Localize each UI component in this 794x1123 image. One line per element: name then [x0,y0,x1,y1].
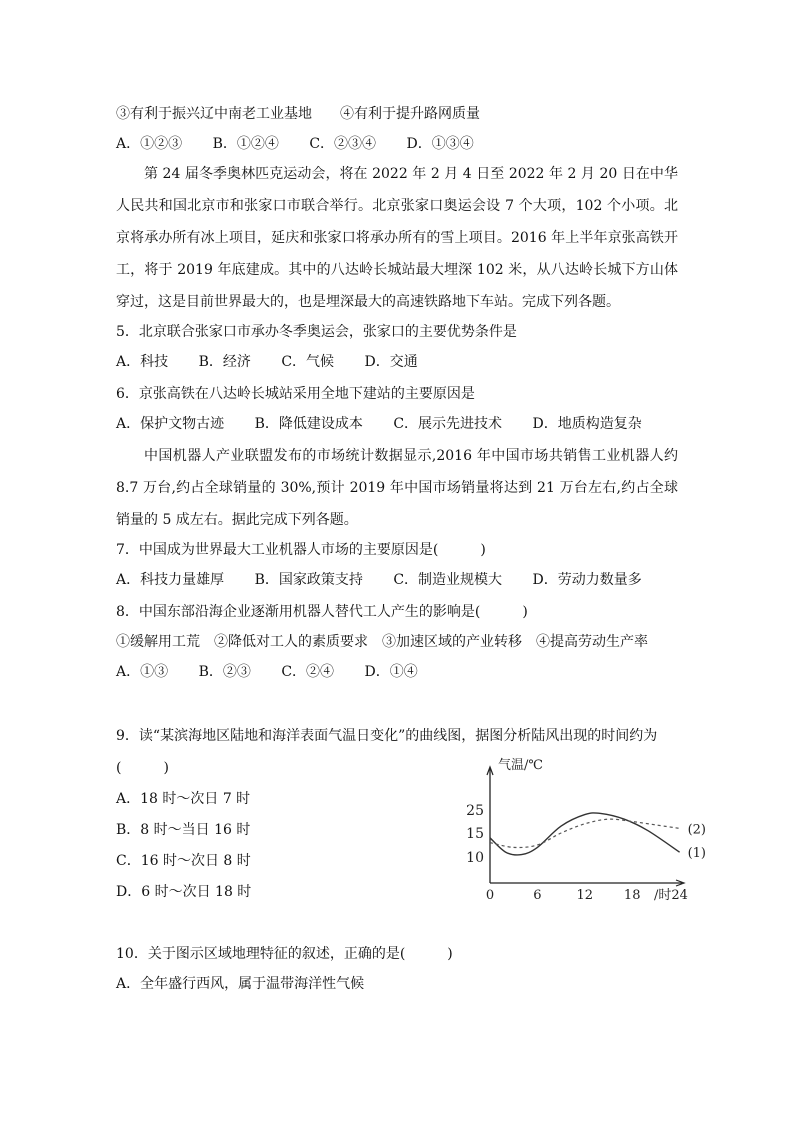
q9-text: 9．读“某滨海地区陆地和海洋表面气温日变化”的曲线图，据图分析陆风出现的时间约为 [116,728,658,744]
series-line-1 [490,813,680,855]
q6-option-b[interactable]: B．降低建设成本 [254,416,363,432]
q4-option-a[interactable]: A．①②③ [116,136,183,152]
q9-paren: ( ) [116,760,169,776]
q9-option-d[interactable]: D．6 时～次日 18 时 [116,884,252,900]
q6-options [116,414,668,434]
q8-items: ①缓解用工荒 ②降低对工人的素质要求 ③加速区域的产业转移 ④提高劳动生产率 [116,634,648,650]
q5-option-c[interactable]: C．气候 [281,354,335,370]
q6-text: 6．京张高铁在八达岭长城站采用全地下建站的主要原因是 [116,386,475,402]
q7-option-c[interactable]: C．制造业规模大 [393,572,503,588]
series-label-2: (2) [687,822,707,838]
q6-option-a[interactable]: A．保护文物古迹 [116,416,225,432]
q9-option-c[interactable]: C．16 时～次日 8 时 [116,853,251,869]
x-tick-label: 6 [533,888,542,903]
series-label-1: (1) [687,846,707,862]
q7-option-b[interactable]: B．国家政策支持 [254,572,363,588]
q9-option-a[interactable]: A．18 时～次日 7 时 [116,791,251,807]
y-axis-label: 气温/℃ [498,758,543,773]
q4-option-c[interactable]: C．②③④ [309,136,377,152]
y-tick-label: 25 [466,803,484,819]
q8-option-c[interactable]: C．②④ [281,664,335,680]
temperature-chart [450,755,707,905]
passage-robot-market: 中国机器人产业联盟发布的市场统计数据显示,2016 年中国市场共销售工业机器人约 8.7 万台,约占全球销量的 30%,预计 2019 年中国市场销量将达到 21 万台左右,约占全球销量的 5 成左右。据此完成下列各题。 [116,448,678,528]
q6-option-d[interactable]: D．地质构造复杂 [532,416,642,432]
q8-option-b[interactable]: B．②③ [198,664,251,680]
q8-options [116,662,444,682]
q4-option-d[interactable]: D．①③④ [406,136,474,152]
q7-option-a[interactable]: A．科技力量雄厚 [116,572,225,588]
q5-option-b[interactable]: B．经济 [198,354,251,370]
x-tick-label: 24 [671,888,688,903]
x-tick-label: 18 [623,888,641,903]
q10-option-a[interactable]: A．全年盛行西风，属于温带海洋性气候 [116,976,365,992]
q5-text: 5．北京联合张家口市承办冬季奥运会，张家口的主要优势条件是 [116,324,517,340]
q8-option-a[interactable]: A．①③ [116,664,169,680]
x-tick-label: 0 [485,888,495,903]
q4-items: ③有利于振兴辽中南老工业基地 ④有利于提升路网质量 [116,106,480,122]
q4-option-b[interactable]: B．①②④ [212,136,279,152]
q7-option-d[interactable]: D．劳动力数量多 [532,572,642,588]
q4-options [116,134,500,154]
x-axis-label: /时 [654,888,672,903]
q9-option-b[interactable]: B．8 时～当日 16 时 [116,822,251,838]
q6-option-c[interactable]: C．展示先进技术 [393,416,503,432]
q5-option-a[interactable]: A．科技 [116,354,169,370]
q8-text: 8．中国东部沿海企业逐渐用机器人替代工人产生的影响是( ) [116,604,528,620]
q5-options [116,352,444,372]
q7-options [116,570,668,590]
q10-text: 10．关于图示区域地理特征的叙述，正确的是( ) [116,946,453,962]
passage-winter-olympics: 第 24 届冬季奥林匹克运动会，将在 2022 年 2 月 4 日至 2022 年 2 月 20 日在中华人民共和国北京市和张家口市联合举行。北京张家口奥运会设 7 个大项，102 个小项。北京将承办所有冰上项目，延庆和张家口将承办所有的雪上项目。2016 年上半年京张高铁开工，将于 2019 年底建成。其中的八达岭长城站最大埋深 102 米，从八达岭长城下方山体穿过，这是目前世界最大的，也是埋深最大的高速铁路地下车站。完成下列各题。 [116,166,678,310]
q5-option-d[interactable]: D．交通 [364,354,418,370]
x-tick-label: 12 [576,888,594,903]
q8-option-d[interactable]: D．①④ [364,664,418,680]
y-tick-label: 10 [466,850,484,866]
y-tick-label: 15 [466,826,484,842]
q7-text: 7．中国成为世界最大工业机器人市场的主要原因是( ) [116,542,486,558]
